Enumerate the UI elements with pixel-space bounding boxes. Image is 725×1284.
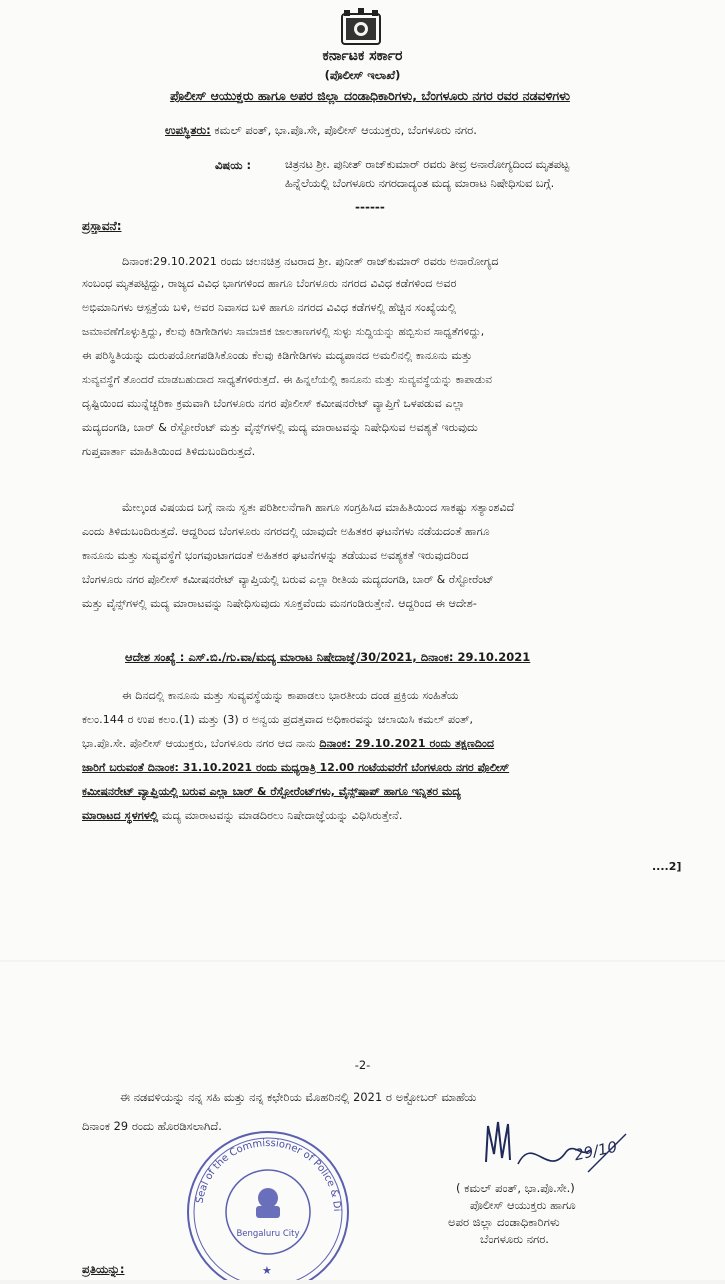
order-places: ಮಾರಾಟದ ಸ್ಥಳಗಳಲ್ಲಿ xyxy=(82,809,159,822)
order-line xyxy=(82,804,694,828)
subject-line-1: ಚಿತ್ರನಟ ಶ್ರೀ. ಪುನೀತ್ ರಾಜ್‌ಕುಮಾರ್ ರವರು ತೀವ್ರ ಅನಾರೋಗ್ಯದಿಂದ ಮೃತಪಟ್ಟ xyxy=(285,158,570,171)
order-line: ಕಲಂ.144 ರ ಉಪ ಕಲಂ.(1) ಮತ್ತು (3) ರ ಅನ್ವಯ ಪ್ರದತ್ತವಾದ ಅಧಿಕಾರವನ್ನು ಚಲಾಯಿಸಿ ಕಮಲ್ ಪಂತ್, xyxy=(82,713,474,726)
paragraph-line: ಜಮಾವಣೆಗೊಳ್ಳುತ್ತಿದ್ದು, ಕೆಲವು ಕಿಡಿಗೇಡಿಗಳು ಸಾಮಾಜಿಕ ಜಾಲತಾಣಗಳಲ್ಲಿ ಸುಳ್ಳು ಸುದ್ದಿಯನ್ನು ಹಬ್ಬಿಸುವ ಸಾಧ್ಯತೆಗಳಿದ್ದು, xyxy=(82,326,485,338)
order-body xyxy=(82,684,694,828)
subject-line-2: ಹಿನ್ನೆಲೆಯಲ್ಲಿ ಬೆಂಗಳೂರು ನಗರದಾದ್ಯಂತ ಮದ್ಯ ಮಾರಾಟ ನಿಷೇಧಿಸುವ ಬಗ್ಗೆ. xyxy=(285,177,555,190)
preamble-title: ಪ್ರಸ್ತಾವನೆ: xyxy=(82,219,122,233)
signature-date: 29/10 xyxy=(572,1137,619,1165)
divider: ------ xyxy=(355,200,385,214)
present-line xyxy=(165,123,477,138)
government-emblem xyxy=(336,8,386,48)
copy-to-label: ಪ್ರತಿಯನ್ನು: xyxy=(82,1262,125,1276)
seal-text: Seal of the Commissioner of Police & Di xyxy=(194,1137,343,1212)
signatory-city: ಬೆಂಗಳೂರು ನಗರ. xyxy=(480,1232,549,1246)
order-line: ಜಾರಿಗೆ ಬರುವಂತೆ ದಿನಾಂಕ: 31.10.2021 ರಂದು ಮಧ್ಯರಾತ್ರಿ 12.00 ಗಂಟೆಯವರೆಗೆ ಬೆಂಗಳೂರು ನಗರ ಪೊಲೀಸ್ xyxy=(82,761,510,774)
star-icon: ★ xyxy=(262,1264,272,1277)
government-name: ಕರ್ನಾಟಕ ಸರ್ಕಾರ xyxy=(322,48,403,64)
closing-line-2: ದಿನಾಂಕ 29 ರಂದು ಹೊರಡಿಸಲಾಗಿದೆ. xyxy=(82,1120,222,1133)
office-seal xyxy=(178,1124,356,1280)
signatory-name: ( ಕಮಲ್ ಪಂತ್, ಭಾ.ಪೊ.ಸೇ.) xyxy=(456,1181,575,1195)
continued-marker: ....2] xyxy=(652,860,682,873)
order-line-text: ಮದ್ಯ ಮಾರಾಟವನ್ನು ಮಾಡದಿರಲು ನಿಷೇದಾಜ್ಞೆಯನ್ನು ವಿಧಿಸಿರುತ್ತೇನೆ. xyxy=(158,809,403,822)
paragraph-line: ಬೆಂಗಳೂರು ನಗರ ಪೊಲೀಸ್ ಕಮೀಷನರೇಟ್ ವ್ಯಾಪ್ತಿಯಲ್ಲಿ ಬರುವ ಎಲ್ಲಾ ರೀತಿಯ ಮದ್ಯದಂಗಡಿ, ಬಾರ್ & ರೆಸ್ಟೋರೆಂಟ್ xyxy=(82,573,494,586)
signature xyxy=(478,1114,638,1184)
seal-city: Bengaluru City xyxy=(236,1229,300,1239)
paragraph-line: ಮೇಲ್ಕಂಡ ವಿಷಯದ ಬಗ್ಗೆ ನಾನು ಸ್ವತಃ ಪರಿಶೀಲನೆಗಾಗಿ ಹಾಗೂ ಸಂಗ್ರಹಿಸಿದ ಮಾಹಿತಿಯಿಂದ ಸಾಕಷ್ಟು ಸತ್ಯಾಂಶವಿದೆ xyxy=(122,501,515,514)
present-value: ಕಮಲ್ ಪಂತ್, ಭಾ.ಪೊ.ಸೇ, ಪೊಲೀಸ್ ಆಯುಕ್ತರು, ಬೆಂಗಳೂರು ನಗರ. xyxy=(214,123,477,137)
paragraph-line: ಎಂದು ತಿಳಿದುಬಂದಿರುತ್ತದೆ. ಆದ್ದರಿಂದ ಬೆಂಗಳೂರು ನಗರದಲ್ಲಿ ಯಾವುದೇ ಅಹಿತಕರ ಘಟನೆಗಳು ನಡೆಯದಂತೆ ಹಾಗೂ xyxy=(82,525,490,538)
order-line-text: ಭಾ.ಪೊ.ಸೇ. ಪೊಲೀಸ್ ಆಯುಕ್ತರು, ಬೆಂಗಳೂರು ನಗರ ಆದ ನಾನು xyxy=(82,737,320,750)
paragraph-line: ಅಭಿಮಾನಿಗಳು ಆಸ್ಪತ್ರೆಯ ಬಳಿ, ಅವರ ನಿವಾಸದ ಬಳಿ ಹಾಗೂ ನಗರದ ವಿವಿಧ ಕಡೆಗಳಲ್ಲಿ ಹೆಚ್ಚಿನ ಸಂಖ್ಯೆಯಲ್ಲಿ xyxy=(82,301,457,314)
signatory-block xyxy=(448,1180,576,1248)
paragraph-line: ಮದ್ಯದಂಗಡಿ, ಬಾರ್ & ರೆಸ್ಟೋರೆಂಟ್ ಮತ್ತು ವೈನ್ಸ್‌ಗಳಲ್ಲಿ ಮದ್ಯ ಮಾರಾಟವನ್ನು ನಿಷೇಧಿಸುವ ಅವಶ್ಯತೆ ಇರುವುದು xyxy=(82,421,478,434)
paragraph-line: ದಿನಾಂಕ:29.10.2021 ರಂದು ಚಲನಚಿತ್ರ ನಟರಾದ ಶ್ರೀ. ಪುನೀತ್ ರಾಜ್‌ಕುಮಾರ್ ರವರು ಅನಾರೋಗ್ಯದ xyxy=(122,255,499,268)
paragraph-line: ದೃಷ್ಟಿಯಿಂದ ಮುನ್ನೆಚ್ಚರಿಕಾ ಕ್ರಮವಾಗಿ ಬೆಂಗಳೂರು ನಗರ ಪೊಲೀಸ್ ಕಮೀಷನರೇಟ್ ವ್ಯಾಪ್ತಿಗೆ ಒಳಪಡುವ ಎಲ್ಲಾ xyxy=(82,397,465,410)
document-page-2 xyxy=(0,962,725,1280)
paragraph-line: ಕಾನೂನು ಮತ್ತು ಸುವ್ಯವಸ್ಥೆಗೆ ಭಂಗವುಂಟಾಗದಂತೆ ಅಹಿತಕರ ಘಟನೆಗಳನ್ನು ತಡೆಯುವ ಅವಶ್ಯಕತೆ ಇರುವುದರಿಂದ xyxy=(82,549,469,562)
preamble-paragraph-2 xyxy=(82,496,694,616)
paragraph-line: ಗುಪ್ತವಾರ್ತಾ ಮಾಹಿತಿಯಿಂದ ತಿಳಿದುಬಂದಿರುತ್ತದೆ. xyxy=(82,445,256,458)
order-line: ಕಮೀಷನರೇಟ್ ವ್ಯಾಪ್ತಿಯಲ್ಲಿ ಬರುವ ಎಲ್ಲಾ ಬಾರ್ & ರೆಸ್ಟೋರೆಂಟ್‌ಗಳು, ವೈನ್ಸ್‌ಷಾಪ್ ಹಾಗೂ ಇನ್ನಿತರ ಮದ್ಯ xyxy=(82,785,461,798)
order-effective-date: ದಿನಾಂಕ: 29.10.2021 ರಂದು ತಕ್ಷಣದಿಂದ xyxy=(319,737,495,750)
paragraph-line: ಮತ್ತು ವೈನ್ಸ್‌ಗಳಲ್ಲಿ ಮದ್ಯ ಮಾರಾಟವನ್ನು ನಿಷೇಧಿಸುವುದು ಸೂಕ್ತವೆಂದು ಮನಗಂಡಿರುತ್ತೇನೆ. ಆದ್ದರಿಂದ ಈ ಆದೇಶ- xyxy=(82,597,477,610)
subject-label: ವಿಷಯ : xyxy=(215,158,252,172)
preamble-paragraph-1 xyxy=(82,252,694,464)
present-label: ಉಪಸ್ಥಿತರು: xyxy=(165,123,211,137)
order-line xyxy=(82,732,694,756)
department-name: (ಪೊಲೀಸ್ ಇಲಾಖೆ) xyxy=(324,68,401,82)
paragraph-line: ಈ ಪರಿಸ್ಥಿತಿಯನ್ನು ದುರುಪಯೋಗಪಡಿಸಿಕೊಂಡು ಕೆಲವು ಕಿಡಿಗೇಡಿಗಳು ಮದ್ಯಪಾನದ ಅಮಲಿನಲ್ಲಿ ಕಾನೂನು ಮತ್ತು xyxy=(82,349,473,362)
closing-line-1: ಈ ನಡವಳಿಯನ್ನು ನನ್ನ ಸಹಿ ಮತ್ತು ನನ್ನ ಕಛೇರಿಯ ಮೊಹರಿನಲ್ಲಿ 2021 ರ ಅಕ್ಟೋಬರ್ ಮಾಹೆಯ xyxy=(120,1091,477,1104)
paragraph-line: ಸಂಬಂಧ ಮೃತಪಟ್ಟಿದ್ದು, ರಾಜ್ಯದ ವಿವಿಧ ಭಾಗಗಳಿಂದ ಹಾಗೂ ಬೆಂಗಳೂರು ನಗರದ ವಿವಿಧ ಕಡೆಗಳಿಂದ ಅವರ xyxy=(82,277,457,290)
order-line: ಈ ದಿನದಲ್ಲಿ ಕಾನೂನು ಮತ್ತು ಸುವ್ಯವಸ್ಥೆಯನ್ನು ಕಾಪಾಡಲು ಭಾರತೀಯ ದಂಡ ಪ್ರಕ್ರಿಯ ಸಂಹಿತೆಯ xyxy=(122,689,459,702)
signatory-designation: ಪೊಲೀಸ್ ಆಯುಕ್ತರು ಹಾಗೂ xyxy=(470,1198,576,1212)
office-title: ಪೊಲೀಸ್ ಆಯುಕ್ತರು ಹಾಗೂ ಅಪರ ಜಿಲ್ಲಾ ದಂಡಾಧಿಕಾರಿಗಳು, ಬೆಂಗಳೂರು ನಗರ ರವರ ನಡವಳಿಗಳು xyxy=(170,88,570,103)
paragraph-line: ಸುವ್ಯವಸ್ಥೆಗೆ ತೊಂದರೆ ಮಾಡಬಹುದಾದ ಸಾಧ್ಯತೆಗಳಿರುತ್ತದೆ. ಈ ಹಿನ್ನಲೆಯಲ್ಲಿ ಕಾನೂನು ಮತ್ತು ಸುವ್ಯವಸ್ಥೆಯನ್ನು ಕಾಪಾಡುವ xyxy=(82,374,493,386)
order-number: ಆದೇಶ ಸಂಖ್ಯೆ : ಎಸ್.ಬಿ./ಗು.ವಾ/ಮದ್ಯ ಮಾರಾಟ ನಿಷೇದಾಜ್ಞೆ/30/2021, ದಿನಾಂಕ: 29.10.2021 xyxy=(125,650,531,664)
signatory-designation: ಅಪರ ಜಿಲ್ಲಾ ದಂಡಾಧಿಕಾರಿಗಳು xyxy=(448,1215,560,1229)
page-number: -2- xyxy=(354,1058,371,1072)
